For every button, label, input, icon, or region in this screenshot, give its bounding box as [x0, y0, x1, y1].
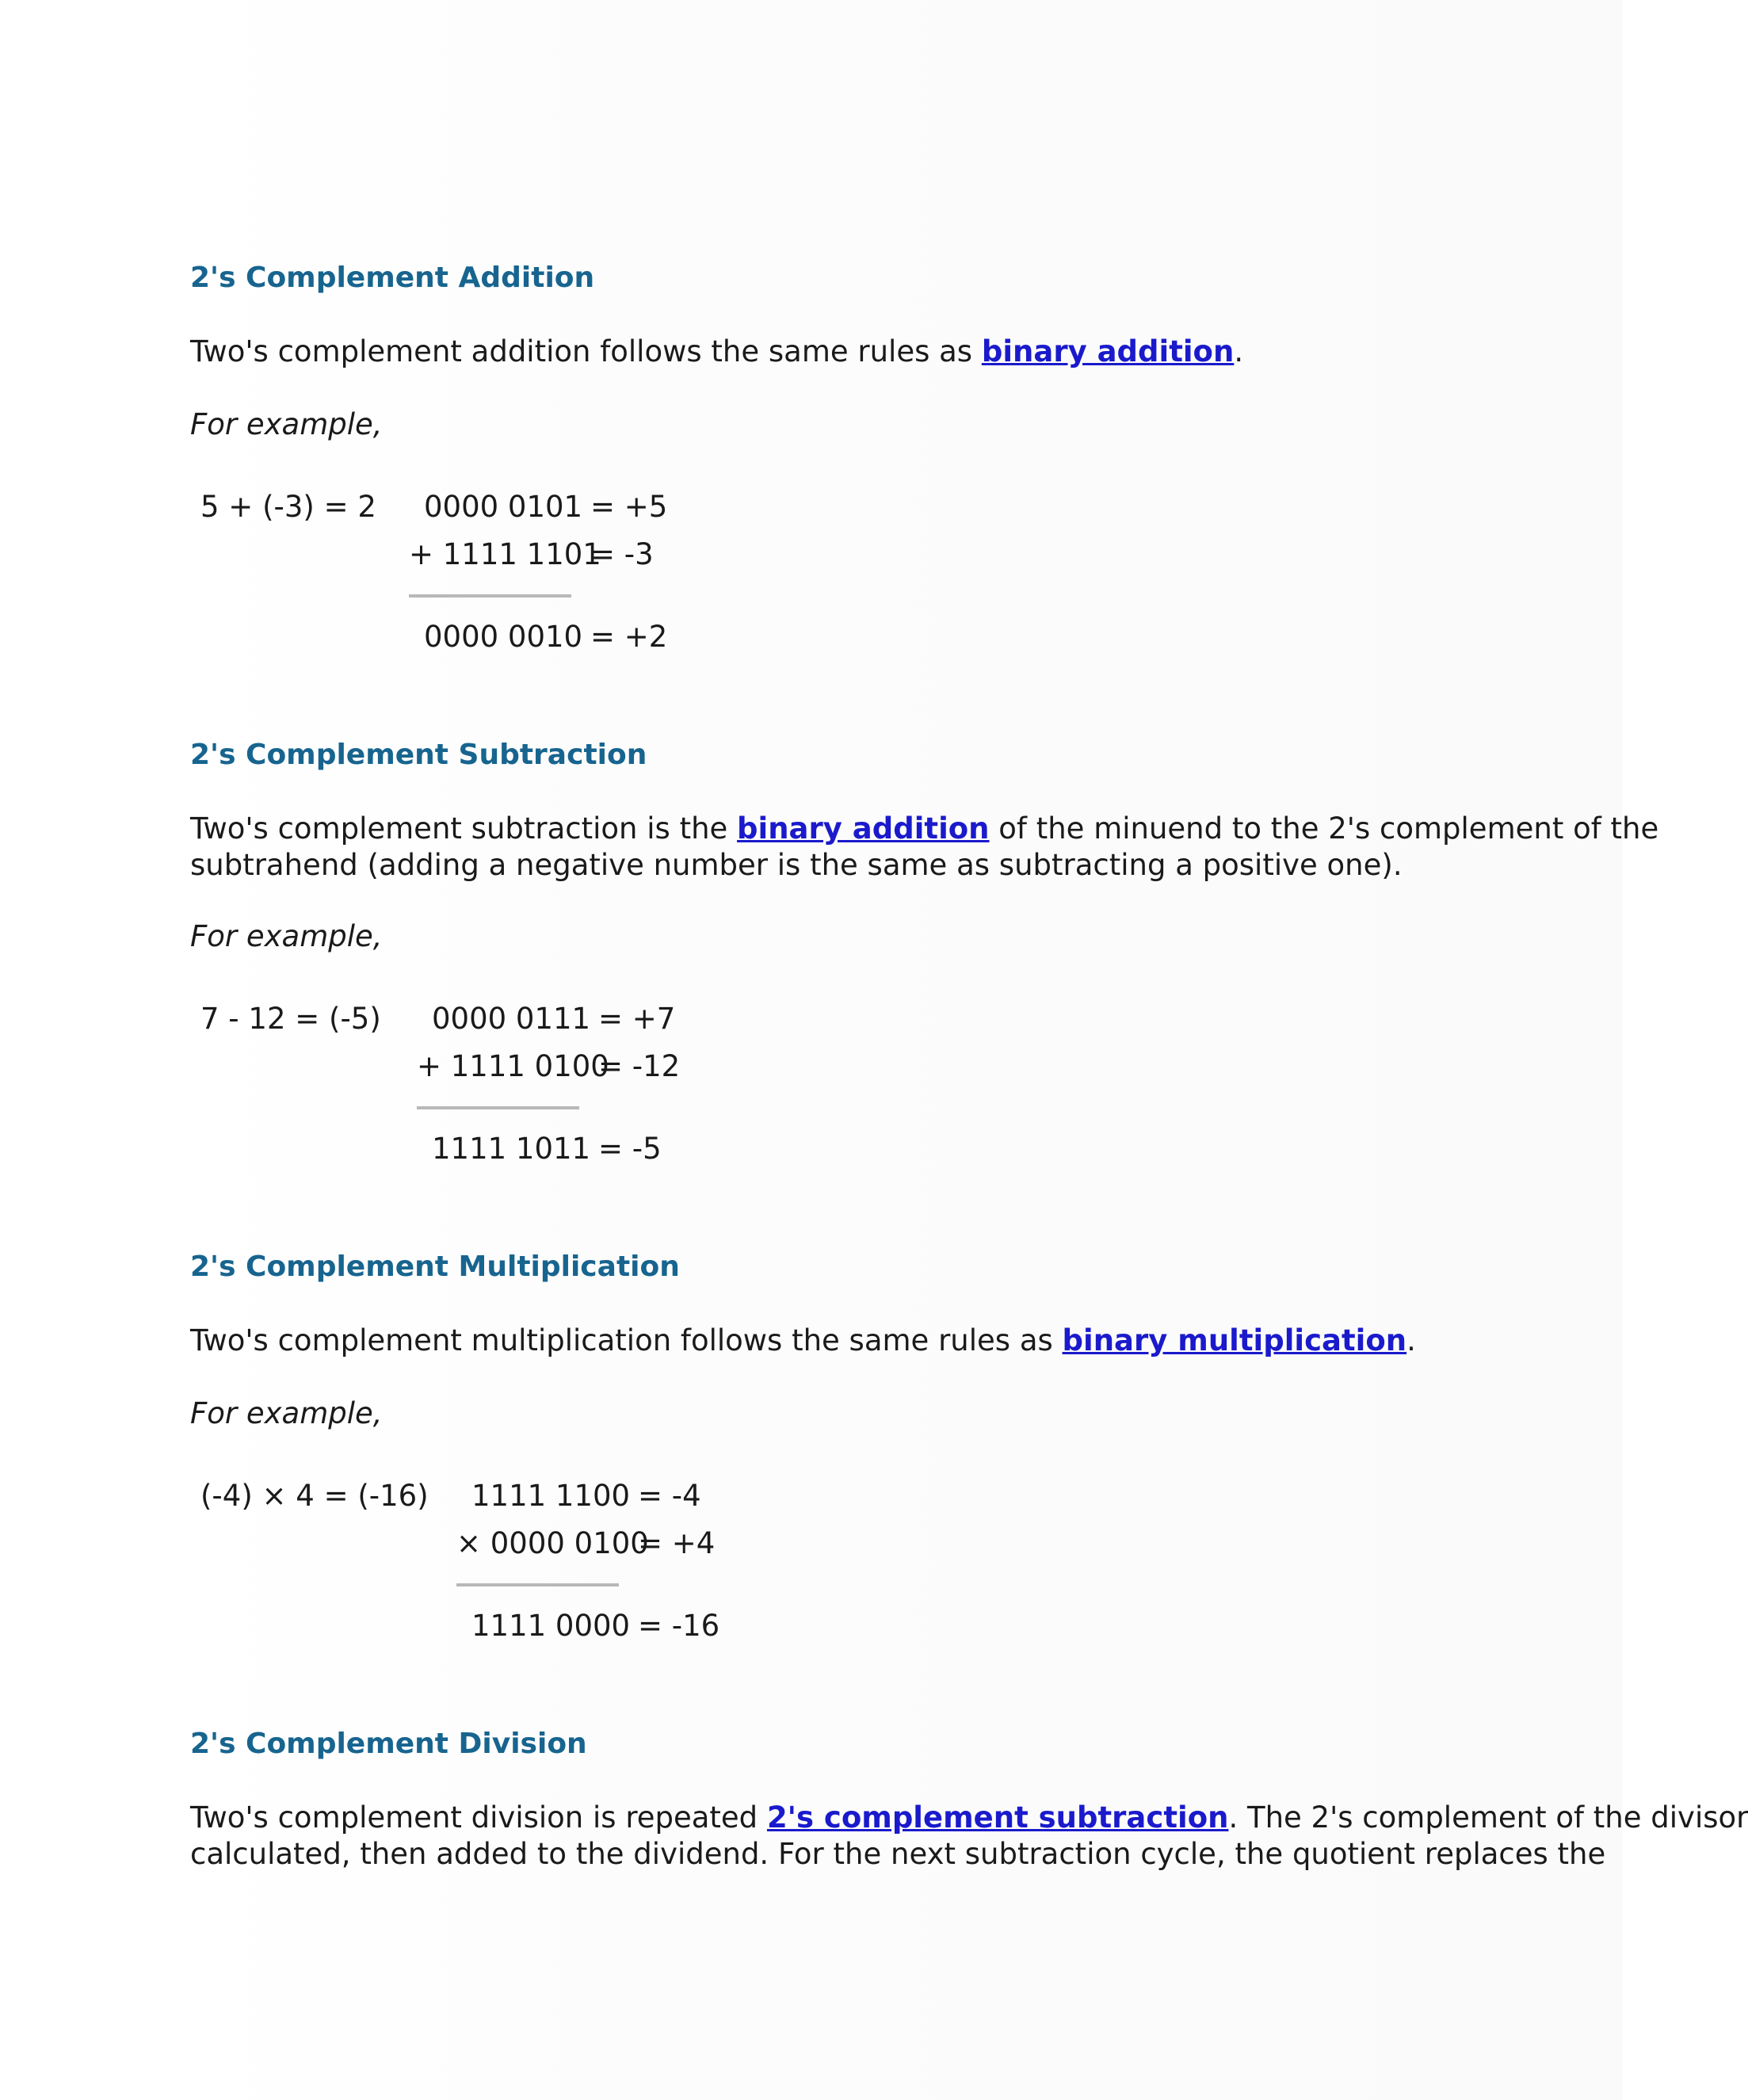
subtraction-example-label: For example, [190, 919, 383, 953]
division-text-line2: calculated, then added to the dividend. For the next subtraction cycle, the quotient replaces the [190, 1837, 1606, 1871]
subtraction-operand-1: 0000 0111 [432, 1002, 591, 1036]
multiplication-text-before: Two's complement multiplication follows the same rules as [190, 1323, 1063, 1357]
subtraction-operand-2-value: = -12 [598, 1049, 681, 1083]
division-text-after: . The 2's complement of the divisor [1228, 1800, 1748, 1835]
multiplication-operand-1-value: = -4 [638, 1479, 701, 1513]
addition-operand-1-value: = +5 [590, 490, 668, 524]
addition-text-after: . [1234, 334, 1244, 368]
multiplication-text-after: . [1406, 1323, 1416, 1357]
multiplication-equation: (-4) × 4 = (-16) [200, 1479, 429, 1513]
subtraction-paragraph [190, 811, 1659, 884]
twos-complement-subtraction-link[interactable]: 2's complement subtraction [766, 1800, 1229, 1835]
addition-heading: 2's Complement Addition [190, 262, 595, 294]
subtraction-operand-2: + 1111 0100 [417, 1049, 609, 1083]
addition-operand-2: + 1111 1101 [409, 537, 601, 571]
addition-paragraph [190, 334, 1623, 370]
subtraction-text-before: Two's complement subtraction is the [190, 811, 738, 846]
division-heading: 2's Complement Division [190, 1728, 587, 1760]
subtraction-heading: 2's Complement Subtraction [190, 739, 647, 771]
subtraction-equation: 7 - 12 = (-5) [200, 1002, 381, 1036]
addition-example-label: For example, [190, 407, 383, 441]
multiplication-operand-2: × 0000 0100 [456, 1526, 649, 1560]
division-paragraph [190, 1800, 1748, 1873]
subtraction-sum-line [417, 1106, 579, 1109]
binary-addition-link[interactable]: binary addition [981, 334, 1235, 368]
multiplication-product-line [456, 1583, 619, 1586]
subtraction-text-line2: subtrahend (adding a negative number is the same as subtracting a positive one). [190, 848, 1403, 882]
addition-result: 0000 0010 [424, 620, 583, 654]
division-text-before: Two's complement division is repeated [190, 1800, 767, 1835]
multiplication-paragraph [190, 1323, 1623, 1359]
addition-text-before: Two's complement addition follows the same rules as [190, 334, 982, 368]
binary-addition-link-2[interactable]: binary addition [737, 811, 990, 846]
addition-operand-2-value: = -3 [590, 537, 654, 571]
multiplication-heading: 2's Complement Multiplication [190, 1250, 680, 1283]
subtraction-text-after: of the minuend to the 2's complement of the [989, 811, 1659, 846]
multiplication-result-value: = -16 [638, 1609, 720, 1643]
addition-operand-1: 0000 0101 [424, 490, 583, 524]
multiplication-result: 1111 0000 [471, 1609, 631, 1643]
multiplication-example-label: For example, [190, 1396, 383, 1430]
subtraction-result: 1111 1011 [432, 1132, 591, 1166]
addition-result-value: = +2 [590, 620, 668, 654]
addition-equation: 5 + (-3) = 2 [200, 490, 376, 524]
page-background [190, 0, 1623, 2100]
subtraction-operand-1-value: = +7 [598, 1002, 676, 1036]
addition-sum-line [409, 594, 571, 598]
binary-multiplication-link[interactable]: binary multiplication [1062, 1323, 1407, 1357]
multiplication-operand-2-value: = +4 [638, 1526, 716, 1560]
subtraction-result-value: = -5 [598, 1132, 662, 1166]
multiplication-operand-1: 1111 1100 [471, 1479, 631, 1513]
